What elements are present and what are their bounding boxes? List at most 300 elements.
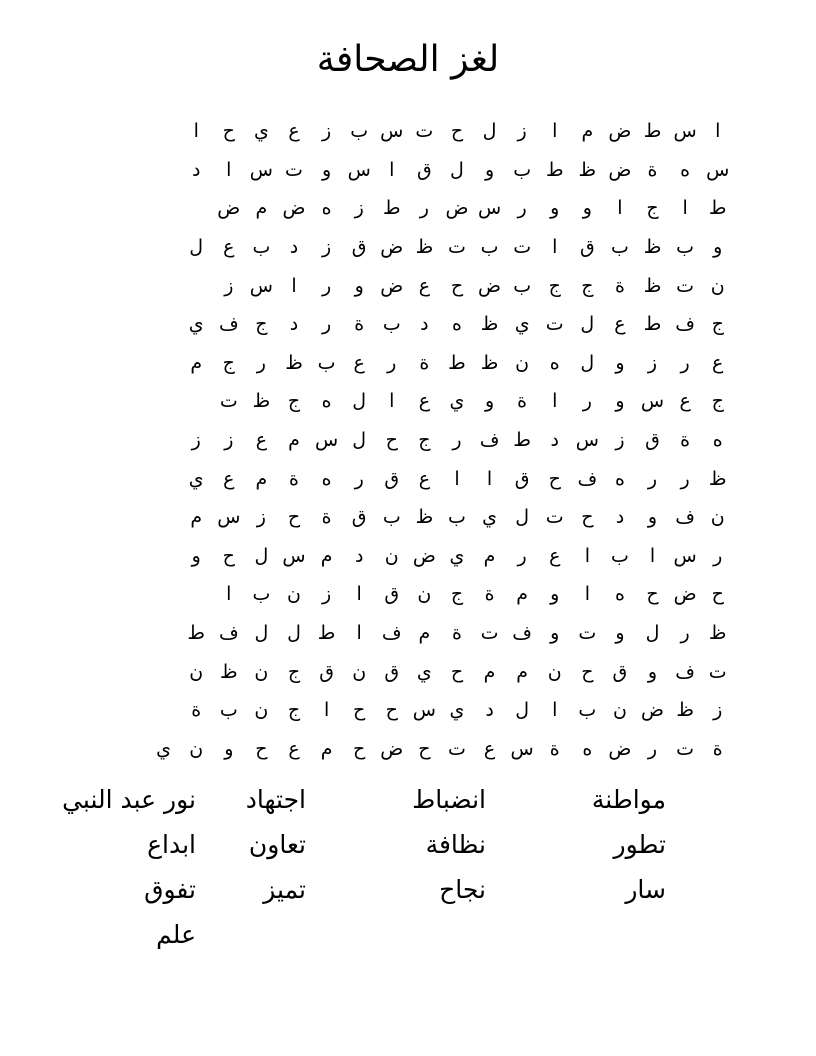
grid-cell: ظ [578,158,597,181]
grid-cell: ض [412,544,436,567]
grid-cell: ت [448,236,466,259]
grid-cell: ر [680,351,690,374]
grid-cell: ج [711,313,724,336]
grid-cell: ه [614,467,625,490]
grid-cell: د [485,699,494,722]
grid-cell: ع [679,390,691,413]
grid-cell: و [484,390,495,413]
grid-cell: ر [647,467,658,490]
grid-cell: و [321,158,332,181]
grid-cell: ق [645,429,660,452]
grid-cell: ر [354,467,364,490]
grid-cell: ض [608,158,632,181]
grid-cell: ل [254,544,269,567]
grid-cell: ه [614,583,625,606]
grid-cell: ا [682,197,688,220]
grid-cell: ا [226,583,232,606]
grid-cell: ف [218,622,239,645]
word-item: سار [625,875,666,904]
grid-cell: ل [287,622,301,645]
grid-row [82,189,734,228]
grid-cell: ر [387,351,397,374]
word-list [46,780,726,960]
grid-cell: ب [350,120,369,143]
grid-cell: ض [445,197,469,220]
grid-cell: ط [187,622,205,645]
word-item: انضباط [412,785,486,814]
grid-cell: ج [287,390,301,413]
grid-cell: ب [317,351,336,374]
grid-cell: ن [287,583,301,606]
grid-cell: م [516,660,529,683]
grid-cell: ي [156,737,172,760]
grid-cell: ح [385,429,398,452]
word-item: نجاح [439,875,486,904]
grid-cell: س [673,120,697,143]
grid-cell: ن [710,274,725,297]
grid-cell: ظ [643,274,662,297]
grid-cell: ت [578,622,597,645]
grid-cell: ا [552,236,558,259]
grid-cell: ا [584,544,590,567]
grid-cell: ل [515,506,530,529]
grid-cell: ظ [643,236,662,259]
grid-cell: ز [321,236,332,259]
grid-cell: ر [452,429,462,452]
grid-cell: ة [614,274,625,297]
grid-cell: ب [610,236,629,259]
grid-cell: ت [676,274,695,297]
grid-cell: ف [577,467,598,490]
grid-cell: ط [513,429,531,452]
grid-cell: ض [217,197,241,220]
grid-cell: ن [547,660,562,683]
grid-row [82,614,734,653]
grid-cell: ه [321,390,332,413]
grid-cell: ظ [480,351,499,374]
grid-cell: ز [517,120,527,143]
grid-cell: ب [382,313,401,336]
grid-cell: ا [389,158,395,181]
grid-cell: ة [549,737,560,760]
grid-row [82,266,734,305]
grid-cell: ت [219,390,238,413]
grid-cell: ق [384,660,400,683]
grid-cell: ظ [220,660,238,683]
grid-cell: و [582,197,592,220]
grid-cell: ق [416,158,432,181]
grid-cell: ط [448,351,466,374]
grid-cell: ع [223,236,235,259]
grid-cell: و [647,660,658,683]
grid-cell: ق [351,236,367,259]
grid-cell: ب [513,274,532,297]
grid-cell: ا [552,390,558,413]
grid-cell: ر [517,197,527,220]
grid-cell: ح [450,120,464,143]
grid-cell: ج [646,197,659,220]
grid-cell: ة [451,622,462,645]
word-row [46,780,726,825]
grid-cell: ا [584,583,590,606]
grid-cell: ة [191,699,202,722]
grid-cell: ل [254,622,269,645]
grid-cell: ف [479,429,500,452]
grid-cell: ض [380,236,404,259]
grid-cell: ل [352,429,367,452]
grid-cell: و [191,544,201,567]
grid-cell: ت [676,737,695,760]
grid-cell: ح [581,506,594,529]
grid-cell: ة [321,506,332,529]
grid-cell: م [190,351,203,374]
grid-cell: ط [643,120,662,143]
grid-cell: ا [454,467,460,490]
grid-cell: ا [389,390,395,413]
grid-cell: ب [676,236,695,259]
grid-cell: م [320,737,333,760]
grid-cell: ط [382,197,401,220]
grid-cell: ا [649,544,656,567]
grid-cell: ب [252,236,271,259]
grid-cell: م [255,467,268,490]
grid-cell: ز [224,274,234,297]
grid-cell: س [249,158,273,181]
grid-cell: ض [608,120,632,143]
grid-cell: ح [287,506,301,529]
grid-cell: ي [188,467,204,490]
grid-row [82,151,734,190]
grid-cell: و [484,158,495,181]
grid-cell: ق [612,660,628,683]
grid-cell: ع [614,313,626,336]
grid-cell: ع [418,467,431,490]
grid-cell: ب [480,236,499,259]
grid-cell: ل [352,390,367,413]
grid-cell: ظ [708,467,727,490]
grid-cell: ن [612,699,627,722]
grid-row [82,112,734,151]
grid-cell: ح [222,120,235,143]
grid-cell: ت [545,313,564,336]
grid-row [82,537,734,576]
grid-cell: س [412,699,436,722]
grid-cell: ع [255,429,268,452]
grid-row [82,575,734,614]
grid-cell: ن [515,351,530,374]
grid-cell: ظ [708,622,727,645]
grid-cell: ب [382,506,401,529]
grid-cell: ا [226,158,232,181]
word-item: مواطنة [591,785,666,814]
grid-row [82,382,734,421]
grid-cell: ة [484,583,495,606]
grid-cell: ة [419,351,430,374]
grid-cell: ر [517,544,527,567]
grid-cell: ر [256,351,266,374]
grid-row [82,421,734,460]
grid-cell: ل [515,699,530,722]
grid-cell: ر [680,622,690,645]
grid-row [82,498,734,537]
grid-cell: ظ [415,506,434,529]
grid-cell: ه [680,158,691,181]
grid-cell: ت [708,660,727,683]
grid-cell: ي [514,313,530,336]
grid-cell: م [418,622,431,645]
grid-cell: ح [711,583,724,606]
grid-cell: ف [675,660,695,683]
grid-cell: ح [646,583,659,606]
grid-row [82,652,734,691]
grid-cell: س [217,506,241,529]
grid-cell: ض [282,197,306,220]
grid-cell: ت [480,622,499,645]
grid-cell: ه [582,737,593,760]
grid-cell: ق [579,236,595,259]
grid-cell: ن [254,699,269,722]
grid-row [82,691,734,730]
grid-cell: ح [450,274,464,297]
grid-cell: م [516,583,529,606]
grid-cell: ض [380,737,404,760]
grid-cell: ع [483,737,496,760]
grid-cell: ل [482,120,497,143]
grid-cell: ز [615,429,625,452]
grid-cell: ر [419,197,429,220]
grid-cell: ت [545,506,564,529]
grid-cell: ف [675,313,695,336]
grid-cell: ح [353,737,366,760]
grid-cell: ح [418,737,431,760]
grid-cell: ج [581,274,594,297]
grid-cell: س [510,737,534,760]
page-title: لغز الصحافة [316,39,500,80]
letter-grid [82,112,734,768]
word-row [46,915,726,960]
grid-cell: ض [380,274,404,297]
word-item: تطور [613,830,666,859]
grid-cell: ح [581,660,594,683]
grid-cell: ف [218,313,239,336]
grid-cell: س [477,197,502,220]
grid-cell: و [354,274,364,297]
word-item: نور عبد النبي [62,785,196,814]
grid-cell: ة [289,467,299,490]
grid-cell: و [550,197,560,220]
word-item: اجتهاد [245,785,306,814]
grid-cell: ا [356,622,362,645]
grid-cell: د [289,313,299,336]
grid-cell: ع [288,737,300,760]
grid-cell: ز [713,699,723,722]
grid-cell: ا [617,197,623,220]
grid-cell: ج [222,351,235,374]
grid-cell: ه [451,313,462,336]
grid-cell: ض [608,737,632,760]
grid-cell: ت [415,120,434,143]
grid-cell: ه [549,351,560,374]
grid-cell: ا [323,699,330,722]
grid-cell: ا [552,120,558,143]
grid-cell: د [289,236,299,259]
grid-cell: د [354,544,364,567]
grid-cell: ا [486,467,493,490]
grid-cell: ف [381,622,402,645]
word-item: تميز [263,875,306,904]
grid-cell: ز [354,197,364,220]
grid-cell: ا [356,583,362,606]
grid-cell: ل [580,313,595,336]
grid-cell: ض [478,274,502,297]
grid-cell: ظ [415,236,434,259]
grid-cell: ن [254,660,269,683]
grid-cell: ر [647,737,658,760]
grid-cell: ا [193,120,199,143]
grid-cell: و [550,583,560,606]
grid-cell: س [673,544,697,567]
grid-cell: ه [712,429,723,452]
grid-cell: ف [675,506,695,529]
grid-cell: م [288,429,300,452]
grid-cell: ر [321,313,332,336]
grid-cell: ا [552,699,558,722]
grid-cell: ج [711,390,724,413]
grid-cell: ق [351,506,367,529]
grid-cell: ق [384,583,400,606]
grid-cell: س [640,390,665,413]
grid-cell: و [713,236,723,259]
grid-cell: ح [385,699,398,722]
grid-cell: ق [384,467,400,490]
grid-cell: ي [449,544,465,567]
grid-cell: س [249,274,273,297]
grid-cell: ا [715,120,721,143]
grid-cell: ج [255,313,268,336]
grid-cell: ق [514,467,530,490]
word-item: تعاون [248,830,306,859]
grid-cell: ج [548,274,561,297]
grid-cell: ب [578,699,597,722]
grid-cell: ن [384,544,399,567]
grid-cell: ن [189,660,204,683]
grid-cell: ط [545,158,564,181]
grid-cell: م [483,660,496,683]
grid-cell: ط [317,622,336,645]
grid-cell: ج [287,699,301,722]
grid-cell: ي [482,506,497,529]
grid-cell: ي [416,660,432,683]
grid-cell: ب [448,506,466,529]
grid-cell: ت [448,737,466,760]
grid-cell: ج [450,583,464,606]
grid-cell: ت [513,236,532,259]
grid-cell: ب [610,544,629,567]
grid-cell: ة [712,737,723,760]
grid-row [82,228,734,267]
word-item: علم [156,920,196,949]
grid-cell: س [380,120,404,143]
grid-cell: ن [352,660,367,683]
grid-cell: ن [417,583,432,606]
grid-cell: ة [647,158,658,181]
grid-cell: ع [353,351,365,374]
grid-cell: ا [291,274,297,297]
grid-cell: ي [449,699,465,722]
grid-cell: ز [224,429,234,452]
grid-cell: ع [418,274,431,297]
grid-cell: ط [643,313,662,336]
grid-cell: ي [253,120,269,143]
grid-cell: ح [548,467,561,490]
grid-cell: ق [319,660,334,683]
grid-cell: ع [549,544,561,567]
grid-cell: ن [710,506,725,529]
grid-cell: ز [647,351,658,374]
grid-cell: ح [255,737,268,760]
grid-cell: ر [321,274,332,297]
grid-cell: د [420,313,429,336]
grid-cell: ل [450,158,464,181]
grid-cell: و [615,622,625,645]
grid-cell: ض [673,583,697,606]
grid-cell: د [615,506,625,529]
word-row [46,825,726,870]
grid-cell: ت [285,158,303,181]
grid-row [82,305,734,344]
word-item: تفوق [144,875,196,904]
grid-cell: ف [512,622,532,645]
grid-cell: ح [353,699,366,722]
grid-cell: د [191,158,201,181]
grid-cell: ط [708,197,727,220]
grid-cell: س [282,544,306,567]
grid-cell: س [575,429,599,452]
grid-cell: ز [321,120,332,143]
grid-cell: ب [219,699,238,722]
grid-row [82,730,734,769]
word-item: نظافة [425,830,486,859]
grid-cell: ل [580,351,595,374]
grid-cell: ر [713,544,723,567]
grid-cell: ة [517,390,528,413]
grid-cell: ن [189,737,204,760]
word-row [46,870,726,915]
grid-cell: ر [680,467,690,490]
grid-cell: م [581,120,594,143]
grid-cell: و [647,506,658,529]
grid-cell: ة [680,429,691,452]
grid-cell: م [255,197,268,220]
grid-cell: ر [582,390,592,413]
grid-cell: و [224,737,234,760]
grid-cell: ل [645,622,660,645]
grid-cell: ع [288,120,300,143]
grid-cell: ز [321,583,332,606]
grid-cell: س [706,158,730,181]
grid-cell: ح [222,544,235,567]
grid-cell: س [314,429,339,452]
grid-cell: ب [252,583,271,606]
grid-cell: ي [188,313,204,336]
grid-cell: و [550,622,560,645]
grid-cell: م [320,544,333,567]
grid-cell: ج [418,429,431,452]
grid-cell: ظ [285,351,303,374]
grid-cell: ة [354,313,365,336]
grid-cell: د [550,429,559,452]
grid-cell: و [615,351,625,374]
